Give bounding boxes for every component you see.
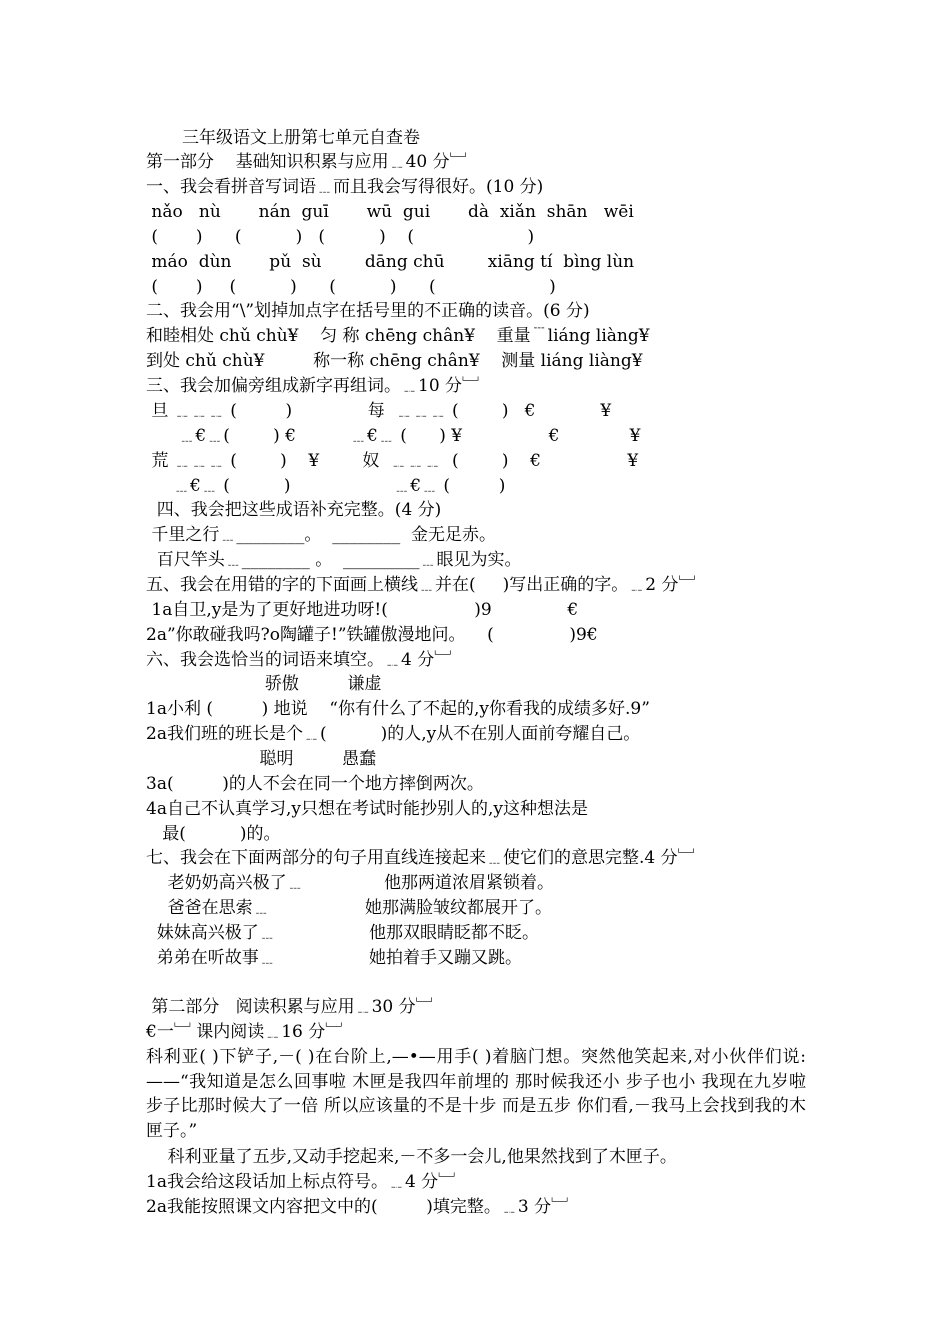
q6-word-choices-2: 聪明 愚蠢 bbox=[146, 749, 377, 769]
q6-item-4: 4a自己不认真学习,y只想在考试时能抄别人的,y这种想法是 bbox=[146, 799, 588, 819]
reading-passage-paragraph-2: 科利亚量了五步,又动手挖起来,－不多一会儿,他果然找到了木匣子。 bbox=[146, 1147, 677, 1167]
q2-row-1: 和睦相处 chǔ chù¥ 匀 称 chēng chân¥ 重量﹉liáng liàng¥ bbox=[146, 326, 650, 346]
q2-heading: 二、我会用“\”划掉加点字在括号里的不正确的读音。(6 分) bbox=[146, 301, 590, 321]
q4-row-1: 千里之行﹍________。 ________ 金无足赤。 bbox=[146, 525, 497, 545]
q7-left-3: 妹妹高兴极了﹍ bbox=[146, 923, 276, 943]
q5-item-2: 2a”你敢碰我吗?o陶罐子!”铁罐傲漫地问。 ( )9€ bbox=[146, 625, 598, 645]
part1-heading: 第一部分 基础知识积累与应用﹎40 分﹈ bbox=[146, 152, 467, 172]
q4-row-2: 百尺竿头﹍________ 。 _________﹍眼见为实。 bbox=[146, 550, 522, 570]
q3-row-1: 旦 ﹎﹎﹎ ( ) 每 ﹎﹎﹎ ( ) € ¥ bbox=[146, 401, 612, 421]
q1-heading: 一、我会看拼音写词语﹍而且我会写得很好。(10 分) bbox=[146, 177, 544, 197]
q5-heading: 五、我会在用错的字的下面画上横线﹍并在( )写出正确的字。﹎2 分﹈ bbox=[146, 575, 696, 595]
q1-blanks-row-2: ( ) ( ) ( ) ( ) bbox=[146, 277, 556, 297]
q1-pinyin-row-1: nǎo nù nán guī wū gui dà xiǎn shān wēi bbox=[146, 202, 634, 222]
reading-item-2: 2a我能按照课文内容把文中的( )填完整。﹎3 分﹈ bbox=[146, 1197, 569, 1217]
q7-heading: 七、我会在下面两部分的句子用直线连接起来﹍使它们的意思完整.4 分﹈ bbox=[146, 848, 695, 868]
q5-item-1: 1a自卫,y是为了更好地进功呀!( )9 € bbox=[146, 600, 579, 620]
q7-left-2: 爸爸在思索﹍ bbox=[146, 898, 270, 918]
q6-item-1: 1a小利 ( ) 地说 “你有什么了不起的,y你看我的成绩多好.9” bbox=[146, 699, 650, 719]
q7-left-4: 弟弟在听故事﹍ bbox=[146, 948, 276, 968]
q7-right-1: 他那两道浓眉紧锁着。 bbox=[384, 873, 554, 893]
q1-pinyin-row-2: máo dùn pǔ sù dāng chū xiāng tí bìng lùn bbox=[146, 252, 635, 272]
q6-item-3: 3a( )的人不会在同一个地方摔倒两次。 bbox=[146, 774, 484, 794]
q3-row-4: ﹍€﹍ ( ) ﹍€﹍ ( ) bbox=[146, 476, 506, 496]
q6-word-choices-1: 骄傲 谦虚 bbox=[146, 674, 382, 694]
q3-row-3: 荒 ﹎﹎﹎ ( ) ¥ 奴 ﹎﹎﹎ ( ) € ¥ bbox=[146, 451, 639, 471]
reading-item-1: 1a我会给这段话加上标点符号。﹎4 分﹈ bbox=[146, 1172, 456, 1192]
q3-row-2: ﹍€﹍( ) € ﹍€﹍ ( ) ¥ € ¥ bbox=[146, 426, 641, 446]
q6-item-4-continued: 最( )的。 bbox=[146, 824, 281, 844]
q1-blanks-row-1: ( ) ( ) ( ) ( ) bbox=[146, 227, 535, 247]
part2-section-1-heading: €一﹈ 课内阅读﹎16 分﹈ bbox=[146, 1022, 343, 1042]
q4-heading: 四、我会把这些成语补充完整。(4 分) bbox=[146, 500, 442, 520]
q7-right-3: 他那双眼睛眨都不眨。 bbox=[369, 923, 539, 943]
page-title: 三年级语文上册第七单元自查卷 bbox=[182, 128, 420, 148]
q2-row-2: 到处 chǔ chù¥ 称一称 chēng chân¥ 测量 liáng liàng¥ bbox=[146, 351, 643, 371]
q3-heading: 三、我会加偏旁组成新字再组词。﹎10 分﹈ bbox=[146, 376, 480, 396]
reading-passage-paragraph-1: 科利亚( )下铲子,－( )在台阶上,—•—用手( )着脑门想。突然他笑起来,对小伙伴们说:——“我知道是怎么回事啦 木匣是我四年前埋的 那时候我还小 步子也小 我现在九岁啦 步子比那时候大了一倍 所以应该量的不是十步 而是五步 你们看,－我马上会找到我的木匣子。” bbox=[146, 1047, 806, 1141]
q7-left-1: 老奶奶高兴极了﹍ bbox=[146, 873, 304, 893]
q7-right-4: 她拍着手又蹦又跳。 bbox=[369, 948, 522, 968]
q6-item-2: 2a我们班的班长是个﹎( )的人,y从不在别人面前夸耀自己。 bbox=[146, 724, 641, 744]
q7-right-2: 她那满脸皱纹都展开了。 bbox=[365, 898, 552, 918]
part2-heading: 第二部分 阅读积累与应用﹎30 分﹈ bbox=[146, 997, 433, 1017]
q6-heading: 六、我会选恰当的词语来填空。﹎4 分﹈ bbox=[146, 650, 452, 670]
